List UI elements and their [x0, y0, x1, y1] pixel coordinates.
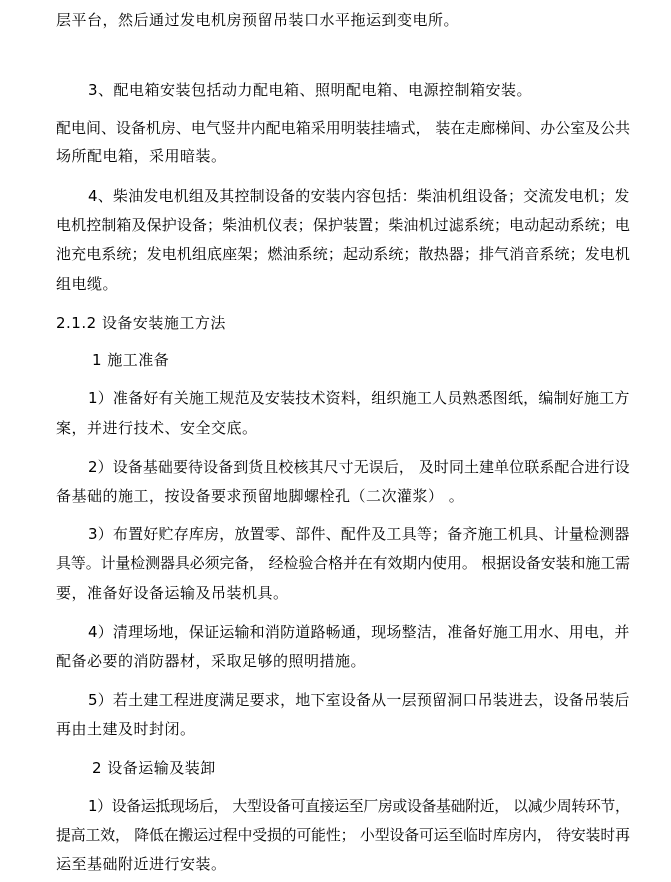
text-line: 要，准备好设备运输及吊装机具。 [56, 584, 289, 602]
text-line: 配电间、设备机房、电气竖井内配电箱采用明装挂墙式， 装在走廊梯间、办公室及公共 [56, 119, 631, 137]
text-line: 案，并进行技术、安全交底。 [56, 419, 258, 437]
text-line: 池充电系统；发电机组底座架；燃油系统；起动系统；散热器；排气消音系统；发电机 [56, 245, 631, 263]
text-line: 3、配电箱安装包括动力配电箱、照明配电箱、电源控制箱安装。 [88, 81, 533, 99]
text-line: 2）设备基础要待设备到货且校核其尺寸无误后， 及时同土建单位联系配合进行设 [88, 458, 630, 476]
text-line: 1）设备运抵现场后， 大型设备可直接运至厂房或设备基础附近， 以减少周转环节， [88, 797, 630, 815]
text-line: 再由土建及时封闭。 [56, 720, 196, 738]
text-line: 具等。计量检测器具必须完备， 经检验合格并在有效期内使用。 根据设备安装和施工需 [56, 554, 630, 572]
text-line: 5）若土建工程进度满足要求，地下室设备从一层预留洞口吊装进去，设备吊装后 [88, 691, 630, 709]
subsection-heading: 1 施工准备 [92, 351, 170, 369]
text-line: 场所配电箱，采用暗装。 [56, 147, 227, 165]
text-line: 4）清理场地，保证运输和消防道路畅通，现场整洁，准备好施工用水、用电，并 [88, 623, 630, 641]
text-line: 运至基础附近进行安装。 [56, 855, 227, 873]
text-line: 提高工效， 降低在搬运过程中受损的可能性； 小型设备可运至临时库房内， 待安装时再 [56, 826, 630, 844]
text-line: 组电缆。 [56, 275, 119, 293]
section-heading: 2.1.2 设备安装施工方法 [56, 314, 226, 332]
text-line: 电机控制箱及保护设备；柴油机仪表；保护装置；柴油机过滤系统；电动起动系统；电 [56, 216, 631, 234]
text-line: 4、柴油发电机组及其控制设备的安装内容包括：柴油机组设备；交流发电机；发 [88, 187, 630, 205]
text-line: 配备必要的消防器材，采取足够的照明措施。 [56, 652, 367, 670]
text-line: 层平台，然后通过发电机房预留吊装口水平拖运到变电所。 [56, 11, 460, 29]
text-line: 备基础的施工，按设备要求预留地脚螺栓孔（二次灌浆） 。 [56, 487, 465, 505]
text-line: 1）准备好有关施工规范及安装技术资料，组织施工人员熟悉图纸，编制好施工方 [88, 389, 630, 407]
text-line: 3）布置好贮存库房，放置零、部件、配件及工具等；备齐施工机具、计量检测器 [88, 525, 630, 543]
subsection-heading: 2 设备运输及装卸 [92, 759, 216, 777]
